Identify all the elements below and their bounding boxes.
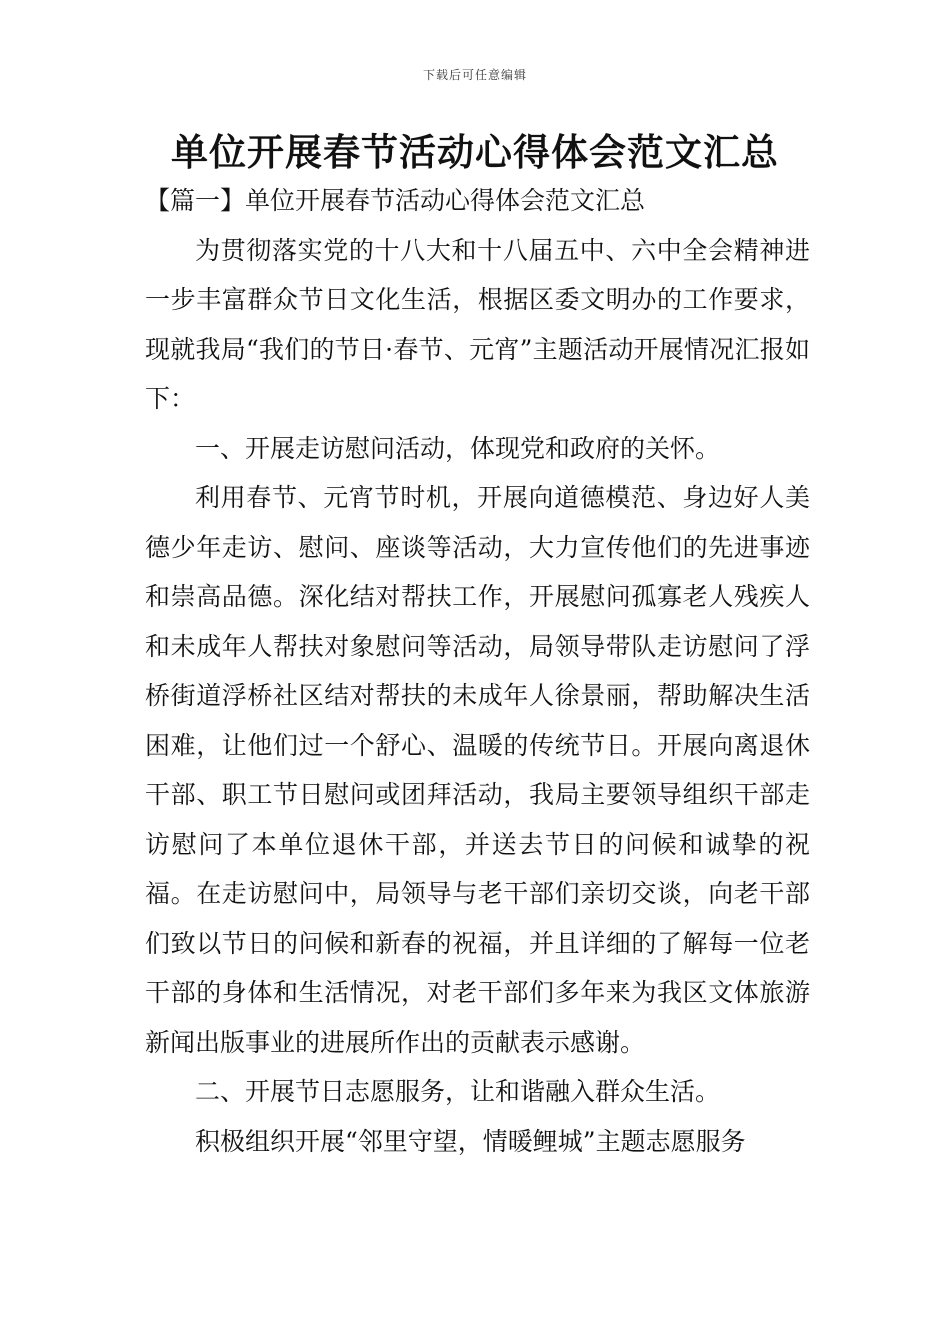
- section-heading: 【篇一】单位开展春节活动心得体会范文汇总: [145, 186, 646, 215]
- document-body: [145, 176, 810, 1166]
- paragraph-heading-1: 一、开展走访慰问活动，体现党和政府的关怀。: [195, 433, 721, 463]
- paragraph-heading-2: 二、开展节日志愿服务，让和谐融入群众生活。: [195, 1077, 721, 1106]
- header-note: 下载后可任意编辑: [422, 68, 527, 82]
- paragraph-intro: 为贯彻落实党的十八大和十八届五中、六中全会精神进一步丰富群众节日文化生活，根据区委文明办的工作要求，现就我局“我们的节日·春节、元宵”主题活动开展情况汇报如下：: [145, 235, 810, 413]
- paragraph-visits: 利用春节、元宵节时机，开展向道德模范、身边好人美德少年走访、慰问、座谈等活动，大力宣传他们的先进事迹和崇高品德。深化结对帮扶工作，开展慰问孤寡老人残疾人和未成年人帮扶对象慰问等活动，局领导带队走访慰问了浮桥街道浮桥社区结对帮扶的未成年人徐景丽，帮助解决生活困难，让他们过一个舒心、温暖的传统节日。开展向离退休干部、职工节日慰问或团拜活动，我局主要领导组织干部走访慰问了本单位退休干部，并送去节日的问候和诚挚的祝福。在走访慰问中，局领导与老干部们亲切交谈，向老干部们致以节日的问候和新春的祝福，并且详细的了解每一位老干部的身体和生活情况，对老干部们多年来为我区文体旅游新闻出版事业的进展所作出的贡献表示感谢。: [145, 483, 810, 1057]
- paragraph-volunteer: 积极组织开展“邻里守望，情暖鲤城”主题志愿服务: [195, 1126, 746, 1156]
- document-title: 单位开展春节活动心得体会范文汇总: [171, 131, 779, 174]
